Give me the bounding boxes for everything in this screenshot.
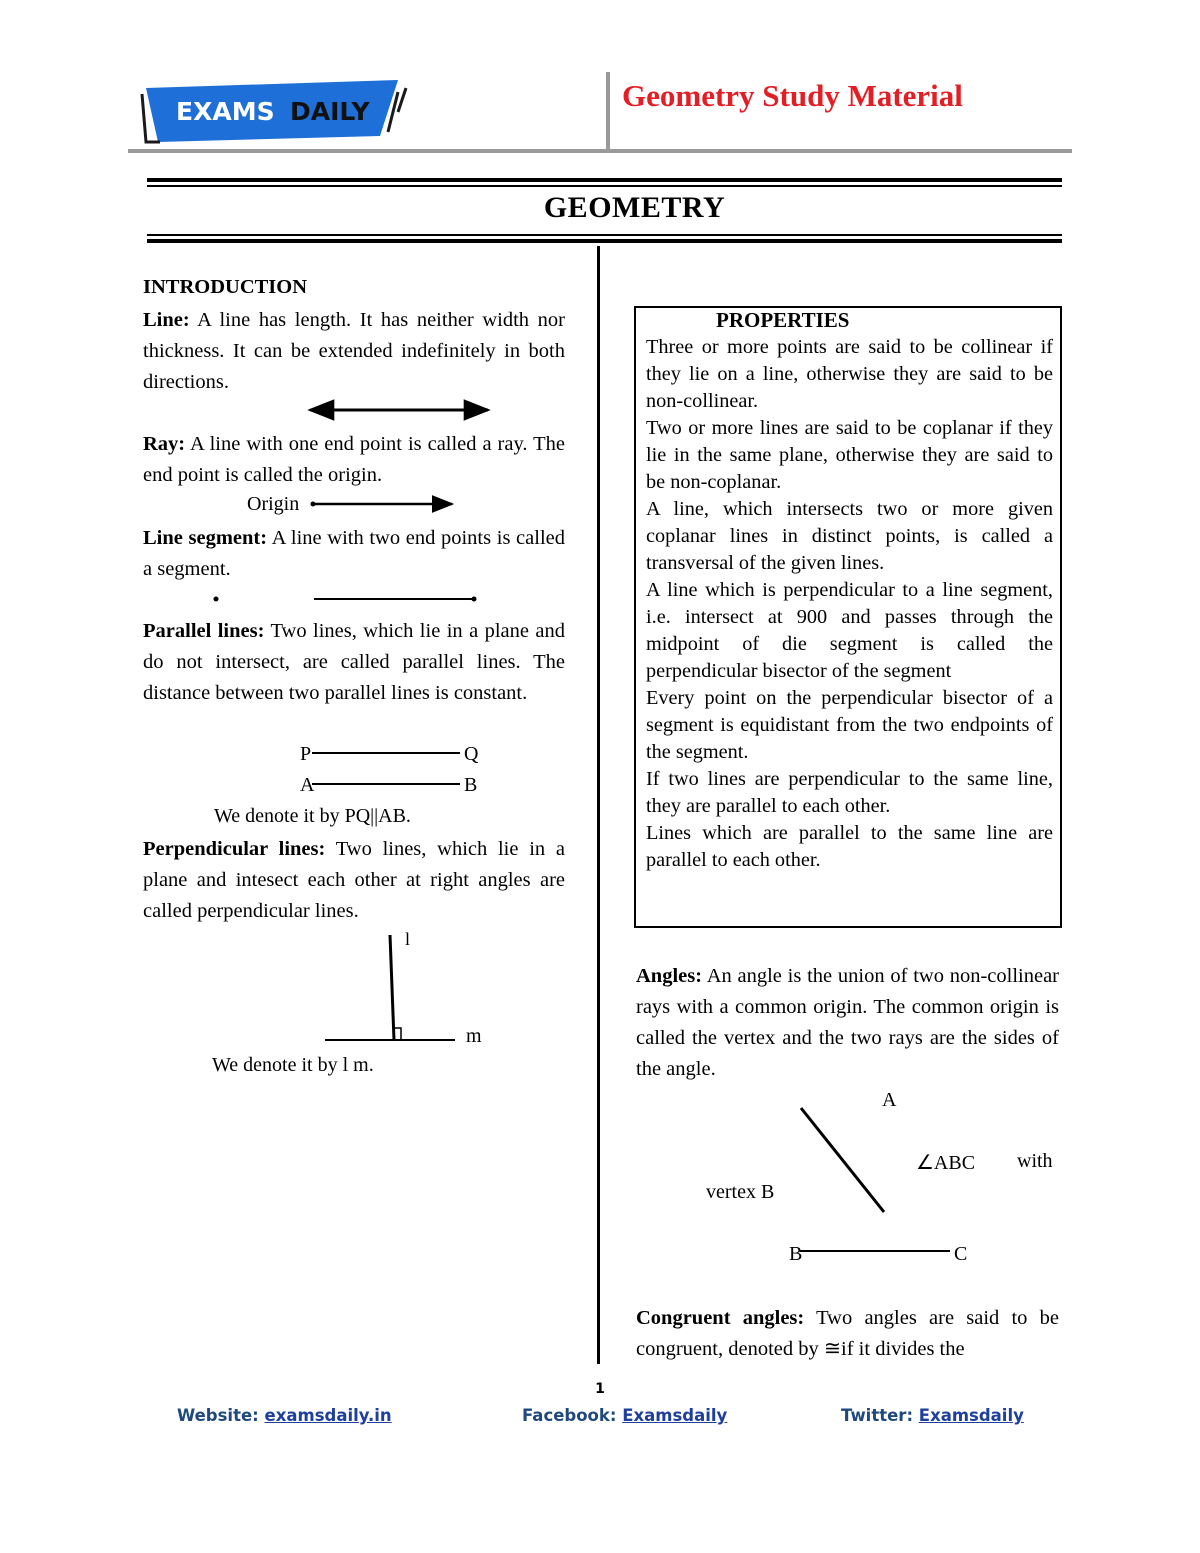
facebook-label: Facebook: <box>522 1406 617 1425</box>
page-number: 1 <box>595 1381 605 1397</box>
label-m: m <box>466 1025 482 1047</box>
parallel-lines-diagram <box>312 753 460 784</box>
ray-text: A line with one end point is called a ray. The end point is called the origin. <box>143 433 565 486</box>
property-item: If two lines are perpendicular to the same line, they are parallel to each other. <box>646 768 1053 817</box>
properties-title: PROPERTIES <box>716 308 850 332</box>
footer-twitter <box>841 1406 1024 1425</box>
angles-text: An angle is the union of two non-collinear rays with a common origin. The common origin is called the vertex and the two rays are the sides of the angle. <box>636 965 1059 1080</box>
segment-text: A line with two end points is called a segment. <box>143 527 565 580</box>
intro-heading: INTRODUCTION <box>143 276 308 298</box>
property-item: Two or more lines are said to be coplanar if they lie in the same plane, otherwise they are said to be non-coplanar. <box>646 417 1053 493</box>
label-b: B <box>464 774 478 796</box>
angle-label-b: B <box>789 1243 803 1265</box>
vertex-label: vertex B <box>706 1181 775 1203</box>
facebook-link[interactable]: Examsdaily <box>622 1406 728 1425</box>
perpendicular-diagram <box>325 935 455 1040</box>
footer-facebook <box>522 1406 727 1425</box>
ray-diagram <box>311 502 453 507</box>
line-term: Line: <box>143 309 190 331</box>
header-title: Geometry Study Material <box>622 78 963 113</box>
perpendicular-notation: We denote it by l m. <box>212 1054 374 1076</box>
ray-term: Ray: <box>143 433 186 455</box>
segment-term: Line segment: <box>143 527 268 549</box>
segment-diagram <box>214 597 477 602</box>
congruent-term: Congruent angles: <box>636 1307 805 1329</box>
property-item: Every point on the perpendicular bisector of a segment is equidistant from the two endpoints of the segment. <box>646 687 1053 763</box>
angle-diagram <box>800 1108 950 1251</box>
logo-text-daily: DAILY <box>290 97 370 126</box>
footer-website <box>177 1406 392 1425</box>
property-item: A line, which intersects two or more given coplanar lines in distinct points, is called a transversal of the given lines. <box>646 498 1053 574</box>
twitter-link[interactable]: Examsdaily <box>918 1406 1024 1425</box>
congruent-text: Two angles are said to be congruent, denoted by ≅if it divides the <box>636 1307 1059 1360</box>
parallel-notation: We denote it by PQ||AB. <box>214 805 411 827</box>
parallel-term: Parallel lines: <box>143 620 265 642</box>
line-text: A line has length. It has neither width nor thickness. It can be extended indefinitely in both directions. <box>143 309 565 393</box>
property-item: Three or more points are said to be collinear if they lie on a line, otherwise they are said to be non-collinear. <box>646 336 1053 412</box>
twitter-label: Twitter: <box>841 1406 914 1425</box>
label-q: Q <box>464 743 479 765</box>
perpendicular-term: Perpendicular lines: <box>143 838 326 860</box>
label-p: P <box>300 743 312 765</box>
label-a: A <box>300 774 315 796</box>
property-item: A line which is perpendicular to a line segment, i.e. intersect at 900 and passes through the midpoint of die segment is called the perpendicular bisector of the segment <box>646 579 1053 682</box>
origin-label: Origin <box>247 493 300 515</box>
angles-term: Angles: <box>636 965 703 987</box>
angle-name: ∠ABC <box>916 1152 976 1174</box>
angle-label-c: C <box>954 1243 968 1265</box>
parallel-text: Two lines, which lie in a plane and do not intersect, are called parallel lines. The distance between two parallel lines is constant. <box>143 620 565 704</box>
label-l: l <box>405 929 411 949</box>
perpendicular-text: Two lines, which lie in a plane and intesect each other at right angles are called perpendicular lines. <box>143 838 565 922</box>
website-label: Website: <box>177 1406 259 1425</box>
angle-with-word: with <box>1017 1150 1053 1172</box>
angle-label-a: A <box>882 1089 897 1111</box>
website-link[interactable]: examsdaily.in <box>264 1406 392 1425</box>
logo-text-exams: EXAMS <box>176 97 275 126</box>
page-title: GEOMETRY <box>543 191 726 224</box>
property-item: Lines which are parallel to the same line are parallel to each other. <box>646 822 1053 871</box>
